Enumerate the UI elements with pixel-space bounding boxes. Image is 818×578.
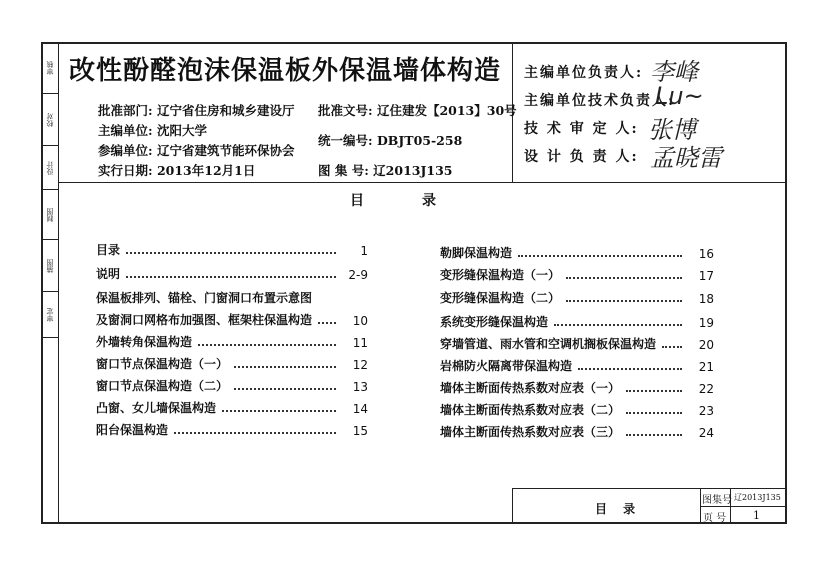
toc-item-label: 外墙转角保温构造 — [96, 335, 193, 349]
side-label: 设计 — [46, 160, 54, 175]
effective-date: 实行日期: 2013年12月1日 — [98, 163, 256, 178]
side-cell — [41, 94, 59, 146]
side-cell — [41, 42, 59, 94]
toc-leader — [626, 412, 682, 414]
side-strip — [41, 42, 59, 524]
toc-item-label: 墙体主断面传热系数对应表（一） — [440, 381, 621, 395]
toc-item-page: 22 — [698, 382, 714, 396]
toc-leader — [234, 388, 336, 390]
side-label: 审核 — [46, 60, 54, 75]
toc-item-label: 墙体主断面传热系数对应表（三） — [440, 425, 621, 439]
side-cell — [41, 292, 59, 338]
toc-item-page: 2-9 — [348, 268, 368, 282]
signature: Lu~ — [655, 82, 704, 110]
signature-label: 主编单位负责人: — [524, 65, 644, 81]
toc-item-page: 12 — [352, 358, 368, 372]
toc-item-label: 穿墙管道、雨水管和空调机搁板保温构造 — [440, 337, 657, 351]
toc-leader — [126, 276, 336, 278]
approval-doc-number: 批准文号: 辽住建发【2013】30号 — [318, 103, 517, 118]
toc-item-label: 阳台保温构造 — [96, 423, 169, 437]
toc-item[interactable] — [440, 312, 714, 330]
editor-unit: 主编单位: 沈阳大学 — [98, 123, 207, 138]
toc-item-label: 系统变形缝保温构造 — [440, 315, 549, 329]
toc-item[interactable] — [96, 310, 368, 328]
toc-item[interactable] — [440, 378, 714, 396]
toc-item-label: 墙体主断面传热系数对应表（二） — [440, 403, 621, 417]
toc-leader — [234, 366, 336, 368]
toc-item-page: 10 — [352, 314, 368, 328]
toc-item-label: 岩棉防火隔离带保温构造 — [440, 359, 573, 373]
toc-item[interactable] — [96, 288, 368, 306]
toc-item[interactable] — [440, 422, 714, 440]
side-label: 审定 — [46, 307, 54, 322]
toc-item-label: 变形缝保温构造（二） — [440, 291, 561, 305]
signature: 张博 — [648, 116, 696, 144]
toc-item-label: 勒脚保温构造 — [440, 246, 513, 260]
side-label: 制图 — [46, 207, 54, 222]
toc-leader — [198, 344, 336, 346]
toc-item-page: 14 — [352, 402, 368, 416]
toc-leader — [578, 368, 682, 370]
toc-item-label: 说明 — [96, 267, 121, 281]
toc-item[interactable] — [440, 288, 714, 306]
toc-leader — [566, 277, 682, 279]
unified-number: 统一编号: DBJT05-258 — [318, 133, 463, 148]
toc-leader — [126, 252, 336, 254]
toc-item-label: 变形缝保温构造（一） — [440, 268, 561, 282]
signature: 李峰 — [650, 58, 698, 86]
toc-leader — [318, 322, 336, 324]
side-cell — [41, 190, 59, 240]
side-cell — [41, 240, 59, 292]
toc-item-page: 21 — [698, 360, 714, 374]
toc-leader — [626, 390, 682, 392]
toc-heading: 目录 — [350, 193, 494, 209]
toc-item[interactable] — [96, 398, 368, 416]
co-editor-unit: 参编单位: 辽宁省建筑节能环保协会 — [98, 143, 295, 158]
atlas-number: 图 集 号: 辽2013J135 — [318, 163, 453, 178]
toc-item-label: 目录 — [96, 243, 121, 257]
toc-leader — [554, 324, 682, 326]
toc-leader — [222, 410, 336, 412]
toc-item[interactable] — [440, 265, 714, 283]
side-cell — [41, 146, 59, 190]
toc-leader — [566, 300, 682, 302]
toc-item[interactable] — [96, 240, 368, 258]
title-block-divider — [700, 506, 787, 507]
title-block-name: 目 录 — [595, 502, 642, 516]
side-label: 校对 — [46, 112, 54, 127]
toc-item-label: 窗口节点保温构造（二） — [96, 379, 229, 393]
toc-item[interactable] — [96, 354, 368, 372]
signature-label: 主编单位技术负责人: — [524, 93, 676, 109]
toc-item[interactable] — [96, 376, 368, 394]
toc-item[interactable] — [440, 334, 714, 352]
title-block-atlas-value: 辽2013J135 — [734, 493, 781, 502]
toc-item[interactable] — [440, 243, 714, 261]
toc-item-page: 11 — [352, 336, 368, 350]
toc-leader — [662, 346, 682, 348]
toc-item[interactable] — [440, 400, 714, 418]
approve-dept: 批准部门: 辽宁省住房和城乡建设厅 — [98, 103, 295, 118]
toc-leader — [518, 255, 682, 257]
signature-label: 技 术 审 定 人: — [524, 121, 639, 137]
toc-item-page: 1 — [360, 244, 368, 258]
toc-item-label: 凸窗、女儿墙保温构造 — [96, 401, 217, 415]
toc-item[interactable] — [96, 332, 368, 350]
signature: 孟晓雷 — [650, 144, 722, 172]
toc-item-label: 及窗洞口网格布加强图、框架柱保温构造 — [96, 313, 313, 327]
page-title: 改性酚醛泡沫保温板外保温墙体构造 — [68, 56, 501, 86]
title-block-page-value: 1 — [753, 509, 760, 522]
side-label: 描图 — [46, 258, 54, 273]
toc-leader — [174, 432, 336, 434]
toc-item-page: 15 — [352, 424, 368, 438]
title-block-atlas-label: 图集号 — [702, 495, 732, 506]
toc-item-page: 20 — [698, 338, 714, 352]
toc-item-page: 23 — [698, 404, 714, 418]
toc-item-label: 窗口节点保温构造（一） — [96, 357, 229, 371]
signature-label: 设 计 负 责 人: — [524, 149, 639, 165]
toc-leader — [626, 434, 682, 436]
toc-item-page: 18 — [698, 292, 714, 306]
toc-item-page: 24 — [698, 426, 714, 440]
toc-item[interactable] — [96, 420, 368, 438]
title-block-page-label: 页 号 — [703, 513, 727, 524]
toc-item[interactable] — [440, 356, 714, 374]
toc-item-label: 保温板排列、锚栓、门窗洞口布置示意图 — [96, 291, 313, 305]
toc-item-page: 16 — [698, 247, 714, 261]
toc-item[interactable] — [96, 264, 368, 282]
toc-item-page: 19 — [698, 316, 714, 330]
toc-item-page: 17 — [698, 269, 714, 283]
header-divider — [59, 182, 786, 183]
toc-item-page: 13 — [352, 380, 368, 394]
